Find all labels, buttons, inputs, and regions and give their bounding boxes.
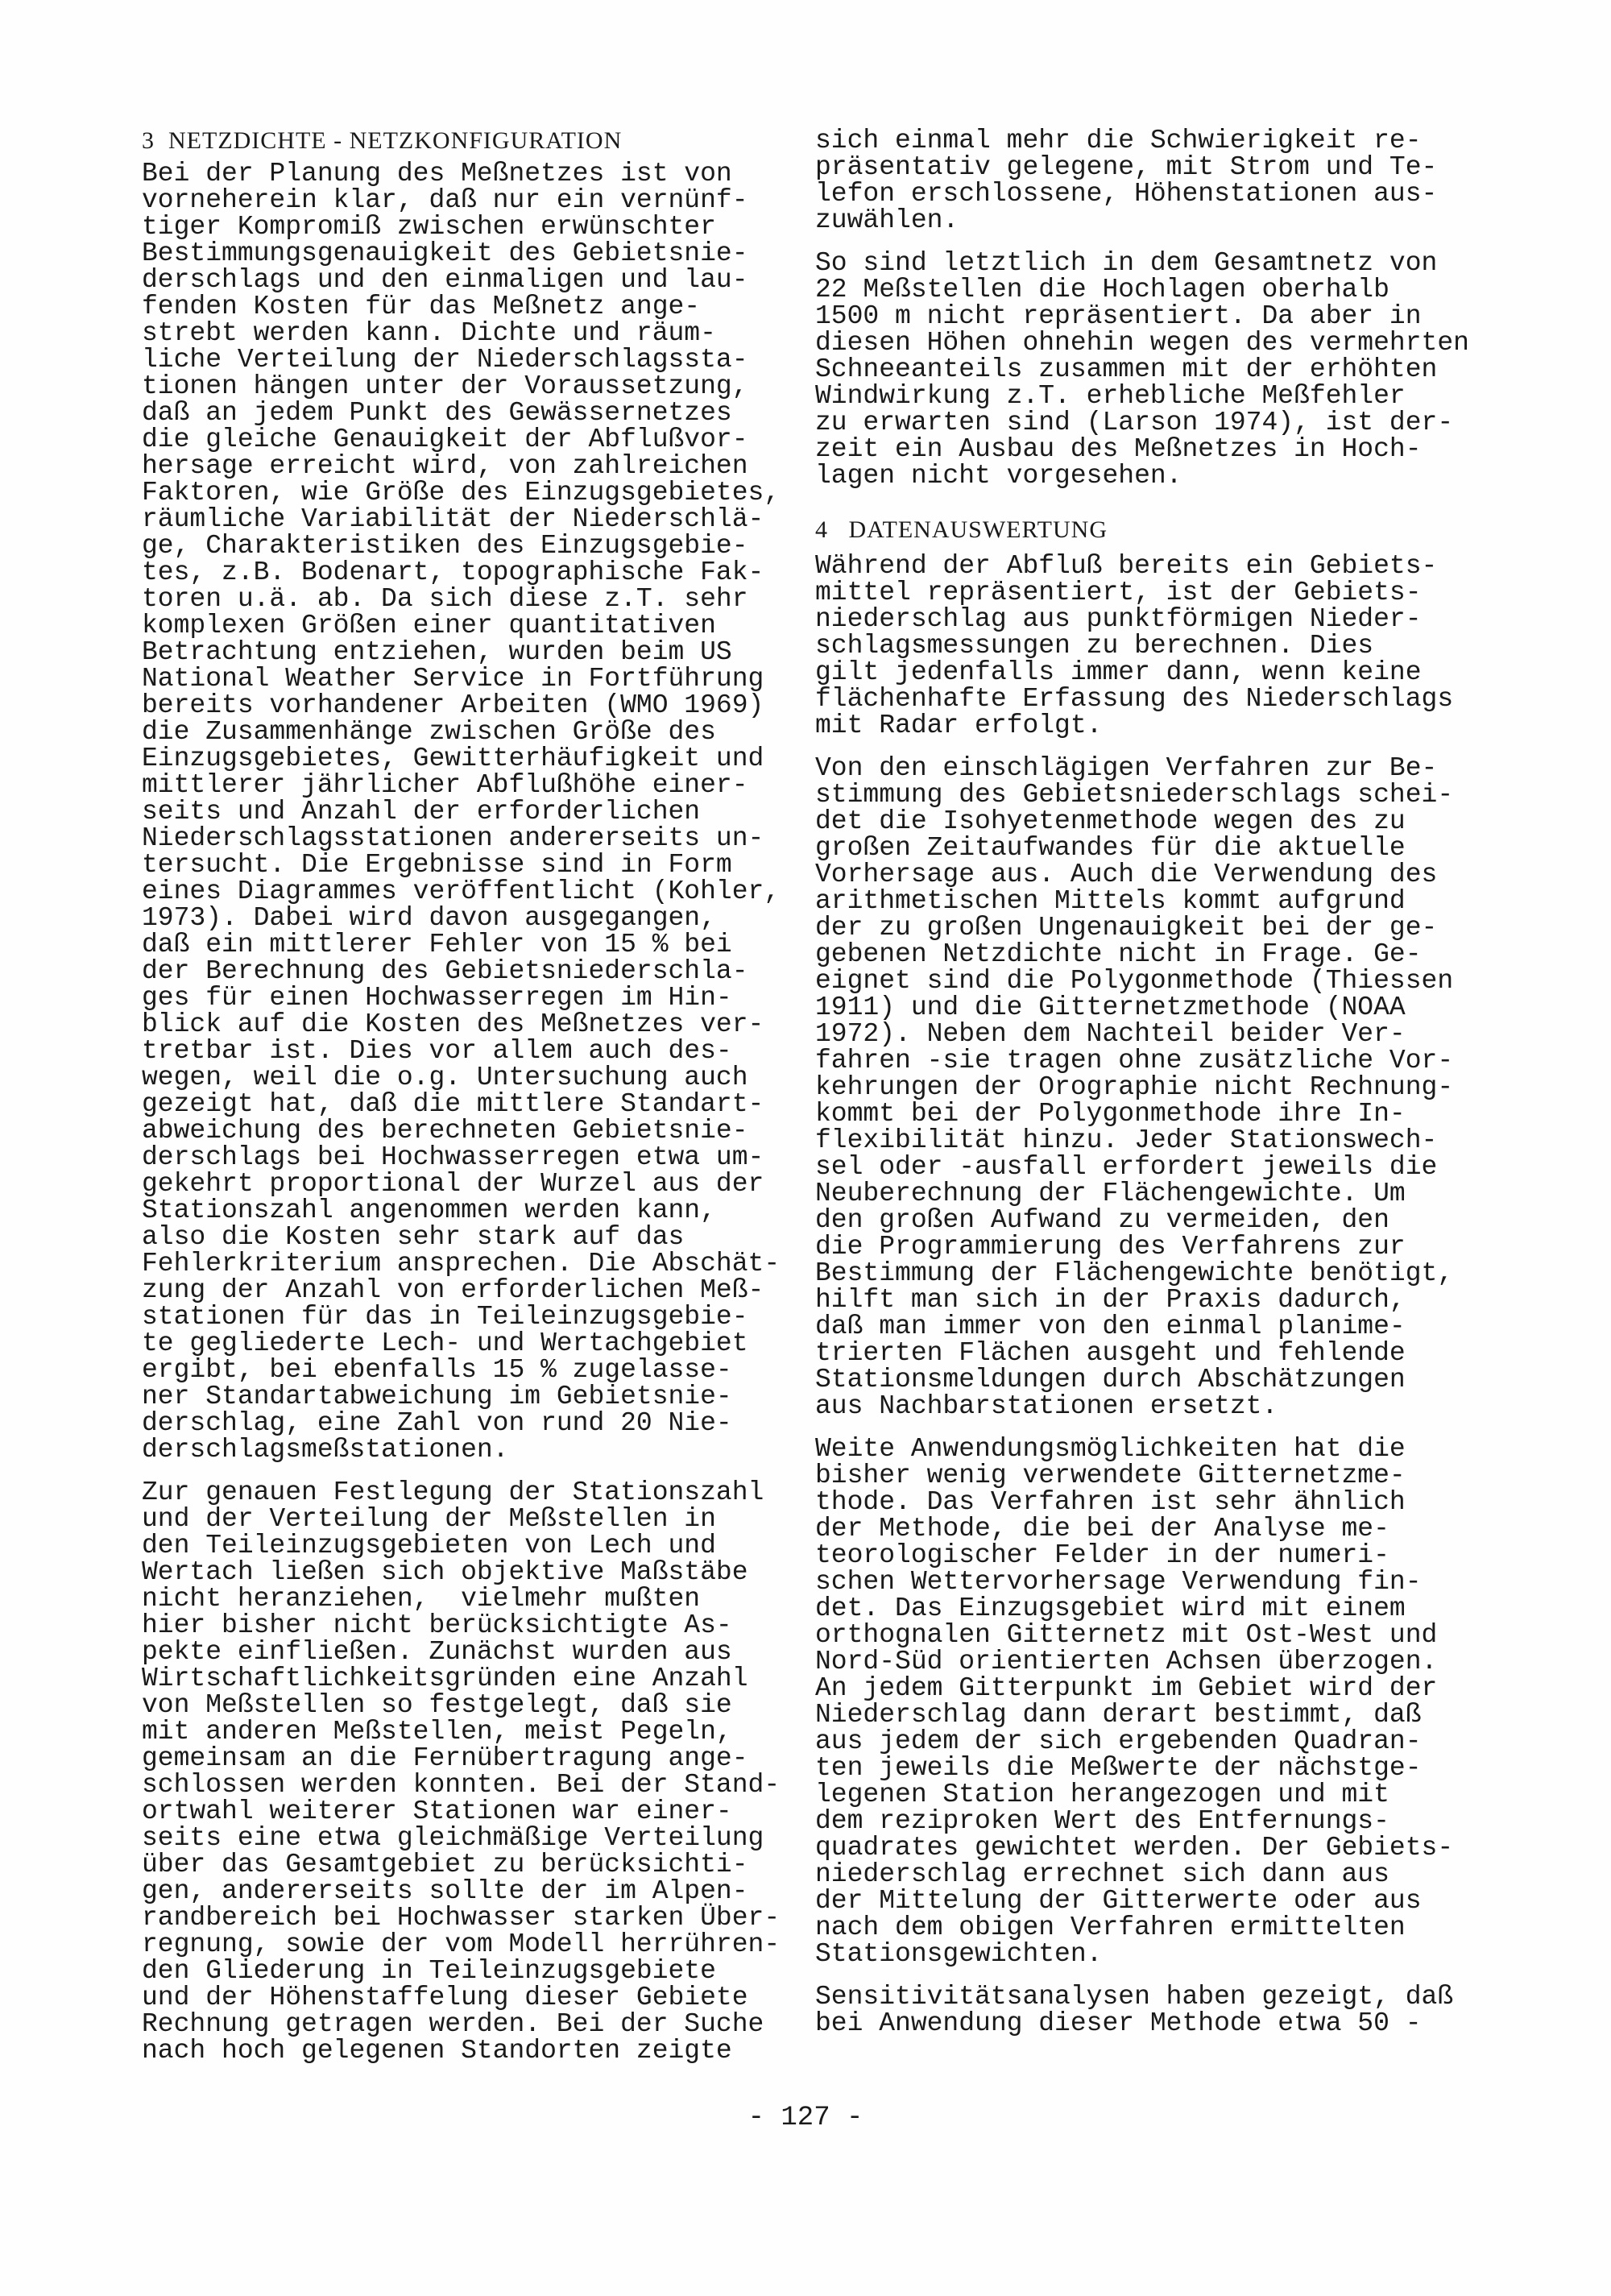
text-line: randbereich bei Hochwasser starken Über-: [142, 1903, 781, 1933]
text-line: dem reziproken Wert des Entfernungs-: [815, 1806, 1389, 1836]
text-line: schen Wettervorhersage Verwendung fin-: [815, 1567, 1422, 1597]
text-line: ortwahl weiterer Stationen war einer-: [142, 1797, 732, 1826]
text-line: die Zusammenhänge zwischen Größe des: [142, 717, 716, 747]
text-line: tionen hängen unter der Voraussetzung,: [142, 371, 748, 401]
text-line: 1500 m nicht repräsentiert. Da aber in: [815, 301, 1422, 331]
text-line: nicht heranziehen, vielmehr mußten: [142, 1584, 701, 1614]
text-line: gezeigt hat, daß die mittlere Standart-: [142, 1089, 764, 1119]
text-line: ner Standartabweichung im Gebietsnie-: [142, 1382, 732, 1411]
page-number: - 127 -: [748, 2103, 863, 2133]
text-line: Von den einschlägigen Verfahren zur Be-: [815, 753, 1438, 783]
text-line: den Gliederung in Teileinzugsgebiete: [142, 1956, 716, 1986]
text-line: toren u.ä. ab. Da sich diese z.T. sehr: [142, 584, 748, 614]
text-line: wegen, weil die o.g. Untersuchung auch: [142, 1063, 748, 1092]
paragraph: [815, 1983, 1460, 2037]
text-line: te gegliederte Lech- und Wertachgebiet: [142, 1328, 748, 1358]
text-line: 22 Meßstellen die Hochlagen oberhalb: [815, 275, 1389, 305]
text-line: der Berechnung des Gebietsniederschla-: [142, 956, 748, 986]
text-line: ten jeweils die Meßwerte der nächstge-: [815, 1753, 1422, 1783]
text-line: hier bisher nicht berücksichtigte As-: [142, 1610, 732, 1640]
right-column-top-body: [815, 126, 1469, 491]
text-line: komplexen Größen einer quantitativen: [142, 611, 716, 640]
text-line: ges für einen Hochwasserregen im Hin-: [142, 983, 732, 1013]
text-line: Wirtschaftlichkeitsgründen eine Anzahl: [142, 1664, 748, 1693]
text-line: mit anderen Meßstellen, meist Pegeln,: [142, 1717, 732, 1747]
text-line: seits eine etwa gleichmäßige Verteilung: [142, 1823, 764, 1853]
text-line: Windwirkung z.T. erhebliche Meßfehler: [815, 381, 1406, 411]
text-line: mittlerer jährlicher Abflußhöhe einer-: [142, 770, 748, 800]
text-line: von Meßstellen so festgelegt, daß sie: [142, 1690, 732, 1720]
text-line: daß ein mittlerer Fehler von 15 % bei: [142, 930, 732, 959]
right-column: [815, 126, 1469, 2053]
text-line: lefon erschlossene, Höhenstationen aus-: [815, 179, 1438, 209]
paragraph: [815, 553, 1460, 739]
text-line: fahren -sie tragen ohne zusätzliche Vor-: [815, 1046, 1454, 1075]
text-line: niederschlag errechnet sich dann aus: [815, 1859, 1389, 1889]
text-line: det die Isohyetenmethode wegen des zu: [815, 806, 1406, 836]
text-line: Niederschlag dann derart bestimmt, daß: [815, 1700, 1422, 1730]
left-column: [142, 127, 786, 2080]
text-line: sel oder -ausfall erfordert jeweils die: [815, 1152, 1438, 1182]
text-line: eines Diagrammes veröffentlicht (Kohler,: [142, 877, 781, 906]
text-line: Bestimmung der Flächengewichte benötigt,: [815, 1258, 1454, 1288]
text-line: vorneherein klar, daß nur ein vernünf-: [142, 185, 748, 215]
paragraph: [142, 1479, 786, 2064]
text-line: National Weather Service in Fortführung: [142, 664, 764, 694]
text-line: ge, Charakteristiken des Einzugsgebie-: [142, 531, 748, 561]
left-column-body: [142, 160, 786, 2064]
text-line: daß man immer von den einmal planime-: [815, 1312, 1406, 1341]
text-line: hersage erreicht wird, von zahlreichen: [142, 451, 748, 481]
text-line: Einzugsgebietes, Gewitterhäufigkeit und: [142, 744, 764, 773]
text-line: derschlag, eine Zahl von rund 20 Nie-: [142, 1408, 732, 1438]
text-line: diesen Höhen ohnehin wegen des vermehrten: [815, 328, 1469, 358]
paragraph: [815, 1436, 1460, 1967]
text-line: den Teileinzugsgebieten von Lech und: [142, 1531, 716, 1560]
text-line: derschlags und den einmaligen und lau-: [142, 265, 748, 295]
text-line: der Methode, die bei der Analyse me-: [815, 1514, 1389, 1544]
text-line: der Mittelung der Gitterwerte oder aus: [815, 1886, 1422, 1916]
text-line: gilt jedenfalls immer dann, wenn keine: [815, 657, 1422, 687]
text-line: über das Gesamtgebiet zu berücksichti-: [142, 1850, 748, 1879]
text-line: arithmetischen Mittels kommt aufgrund: [815, 886, 1406, 916]
text-line: lagen nicht vorgesehen.: [815, 461, 1182, 491]
text-line: aus Nachbarstationen ersetzt.: [815, 1391, 1278, 1421]
text-line: bereits vorhandener Arbeiten (WMO 1969): [142, 690, 764, 720]
text-line: ergibt, bei ebenfalls 15 % zugelasse-: [142, 1355, 732, 1385]
text-line: daß an jedem Punkt des Gewässernetzes: [142, 398, 732, 428]
text-line: hilft man sich in der Praxis dadurch,: [815, 1285, 1406, 1315]
text-line: liche Verteilung der Niederschlagssta-: [142, 345, 748, 375]
text-line: legenen Station herangezogen und mit: [815, 1780, 1389, 1809]
text-line: 1973). Dabei wird davon ausgegangen,: [142, 903, 716, 933]
text-line: und der Höhenstaffelung dieser Gebiete: [142, 1983, 748, 2012]
text-line: seits und Anzahl der erforderlichen: [142, 797, 701, 827]
text-line: Stationszahl angenommen werden kann,: [142, 1196, 716, 1225]
text-line: tretbar ist. Dies vor allem auch des-: [142, 1036, 732, 1066]
text-line: schlagsmessungen zu berechnen. Dies: [815, 631, 1374, 661]
text-line: pekte einfließen. Zunächst wurden aus: [142, 1637, 732, 1667]
text-line: nach dem obigen Verfahren ermittelten: [815, 1913, 1406, 1942]
text-line: fenden Kosten für das Meßnetz ange-: [142, 292, 701, 321]
text-line: mittel repräsentiert, ist der Gebiets-: [815, 578, 1422, 607]
text-line: 1911) und die Gitternetzmethode (NOAA: [815, 993, 1406, 1022]
text-line: strebt werden kann. Dichte und räum-: [142, 318, 716, 348]
text-line: tiger Kompromiß zwischen erwünschter: [142, 212, 716, 242]
text-line: Sensitivitätsanalysen haben gezeigt, daß: [815, 1982, 1454, 2012]
text-line: Weite Anwendungsmöglichkeiten hat die: [815, 1434, 1406, 1464]
text-line: An jedem Gitterpunkt im Gebiet wird der: [815, 1673, 1438, 1703]
text-line: bisher wenig verwendete Gitternetzme-: [815, 1461, 1406, 1490]
text-line: großen Zeitaufwandes für die aktuelle: [815, 833, 1406, 863]
text-line: Neuberechnung der Flächengewichte. Um: [815, 1179, 1406, 1208]
text-line: den großen Aufwand zu vermeiden, den: [815, 1205, 1389, 1235]
text-line: flächenhafte Erfassung des Niederschlags: [815, 684, 1454, 714]
text-line: Vorhersage aus. Auch die Verwendung des: [815, 860, 1438, 889]
right-column-bottom-body: [815, 553, 1460, 2037]
text-line: quadrates gewichtet werden. Der Gebiets-: [815, 1833, 1454, 1863]
text-line: Faktoren, wie Größe des Einzugsgebietes,: [142, 478, 781, 508]
text-line: schlossen werden konnten. Bei der Stand-: [142, 1770, 781, 1800]
text-line: Stationsgewichten.: [815, 1939, 1103, 1969]
text-line: präsentativ gelegene, mit Strom und Te-: [815, 152, 1438, 182]
text-line: der zu großen Ungenauigkeit bei der ge-: [815, 913, 1438, 943]
text-line: trierten Flächen ausgeht und fehlende: [815, 1338, 1406, 1368]
text-line: 1972). Neben dem Nachteil beider Ver-: [815, 1019, 1406, 1049]
text-line: orthognalen Gitternetz mit Ost-West und: [815, 1620, 1438, 1650]
text-line: niederschlag aus punktförmigen Nieder-: [815, 604, 1422, 634]
text-line: Fehlerkriterium ansprechen. Die Abschät-: [142, 1249, 781, 1279]
text-line: gen, andererseits sollte der im Alpen-: [142, 1876, 748, 1906]
text-line: aus jedem der sich ergebenden Quadran-: [815, 1726, 1422, 1756]
paragraph: [815, 248, 1469, 491]
text-line: Niederschlagsstationen andererseits un-: [142, 823, 764, 853]
text-line: Zur genauen Festlegung der Stationszahl: [142, 1477, 764, 1507]
text-line: stimmung des Gebietsniederschlags schei-: [815, 780, 1454, 810]
text-line: gekehrt proportional der Wurzel aus der: [142, 1169, 764, 1199]
text-line: So sind letztlich in dem Gesamtnetz von: [815, 248, 1438, 278]
text-line: Stationsmeldungen durch Abschätzungen: [815, 1365, 1406, 1395]
text-line: regnung, sowie der vom Modell herrühren-: [142, 1929, 781, 1959]
text-line: und der Verteilung der Meßstellen in: [142, 1504, 716, 1534]
text-line: also die Kosten sehr stark auf das: [142, 1222, 685, 1252]
text-line: eignet sind die Polygonmethode (Thiessen: [815, 966, 1454, 996]
text-line: tes, z.B. Bodenart, topographische Fak-: [142, 557, 764, 587]
text-line: Betrachtung entziehen, wurden beim US: [142, 637, 732, 667]
text-line: Rechnung getragen werden. Bei der Suche: [142, 2009, 764, 2039]
text-line: Nord-Süd orientierten Achsen überzogen.: [815, 1647, 1438, 1676]
text-line: die gleiche Genauigkeit der Abflußvor-: [142, 425, 748, 454]
text-line: Bestimmungsgenauigkeit des Gebietsnie-: [142, 238, 748, 268]
text-line: derschlagsmeßstationen.: [142, 1435, 509, 1465]
text-line: die Programmierung des Verfahrens zur: [815, 1232, 1406, 1262]
text-line: blick auf die Kosten des Meßnetzes ver-: [142, 1009, 764, 1039]
text-line: derschlags bei Hochwasserregen etwa um-: [142, 1142, 764, 1172]
text-line: flexibilität hinzu. Jeder Stationswech-: [815, 1125, 1438, 1155]
paragraph: [815, 127, 1460, 234]
text-line: gemeinsam an die Fernübertragung ange-: [142, 1743, 748, 1773]
text-line: räumliche Variabilität der Niederschlä-: [142, 504, 764, 534]
text-line: det. Das Einzugsgebiet wird mit einem: [815, 1594, 1406, 1623]
text-line: sich einmal mehr die Schwierigkeit re-: [815, 126, 1422, 155]
text-line: nach hoch gelegenen Standorten zeigte: [142, 2036, 732, 2066]
text-line: bei Anwendung dieser Methode etwa 50 -: [815, 2008, 1422, 2038]
text-line: Schneeanteils zusammen mit der erhöhten: [815, 354, 1438, 384]
text-line: gebenen Netzdichte nicht in Frage. Ge-: [815, 939, 1422, 969]
text-line: Während der Abfluß bereits ein Gebiets-: [815, 551, 1438, 581]
text-line: kommt bei der Polygonmethode ihre In-: [815, 1099, 1406, 1129]
text-line: kehrungen der Orographie nicht Rechnung-: [815, 1072, 1454, 1102]
text-line: Bei der Planung des Meßnetzes ist von: [142, 159, 732, 189]
text-line: zu erwarten sind (Larson 1974), ist der-: [815, 408, 1454, 437]
text-line: tersucht. Die Ergebnisse sind in Form: [142, 850, 732, 880]
section-3-heading: 3 NETZDICHTE - NETZKONFIGURATION: [142, 127, 623, 154]
text-line: zung der Anzahl von erforderlichen Meß-: [142, 1275, 764, 1305]
section-4-heading: 4 DATENAUSWERTUNG: [815, 516, 1108, 543]
paragraph: [815, 755, 1460, 1419]
text-line: teorologischer Felder in der numeri-: [815, 1540, 1389, 1570]
paragraph: [142, 160, 786, 1463]
text-line: stationen für das in Teileinzugsgebie-: [142, 1302, 748, 1332]
text-line: zeit ein Ausbau des Meßnetzes in Hoch-: [815, 434, 1422, 464]
text-line: mit Radar erfolgt.: [815, 711, 1103, 740]
text-line: zuwählen.: [815, 205, 959, 235]
text-line: abweichung des berechneten Gebietsnie-: [142, 1116, 748, 1146]
text-line: thode. Das Verfahren ist sehr ähnlich: [815, 1487, 1406, 1517]
text-line: Wertach ließen sich objektive Maßstäbe: [142, 1557, 748, 1587]
